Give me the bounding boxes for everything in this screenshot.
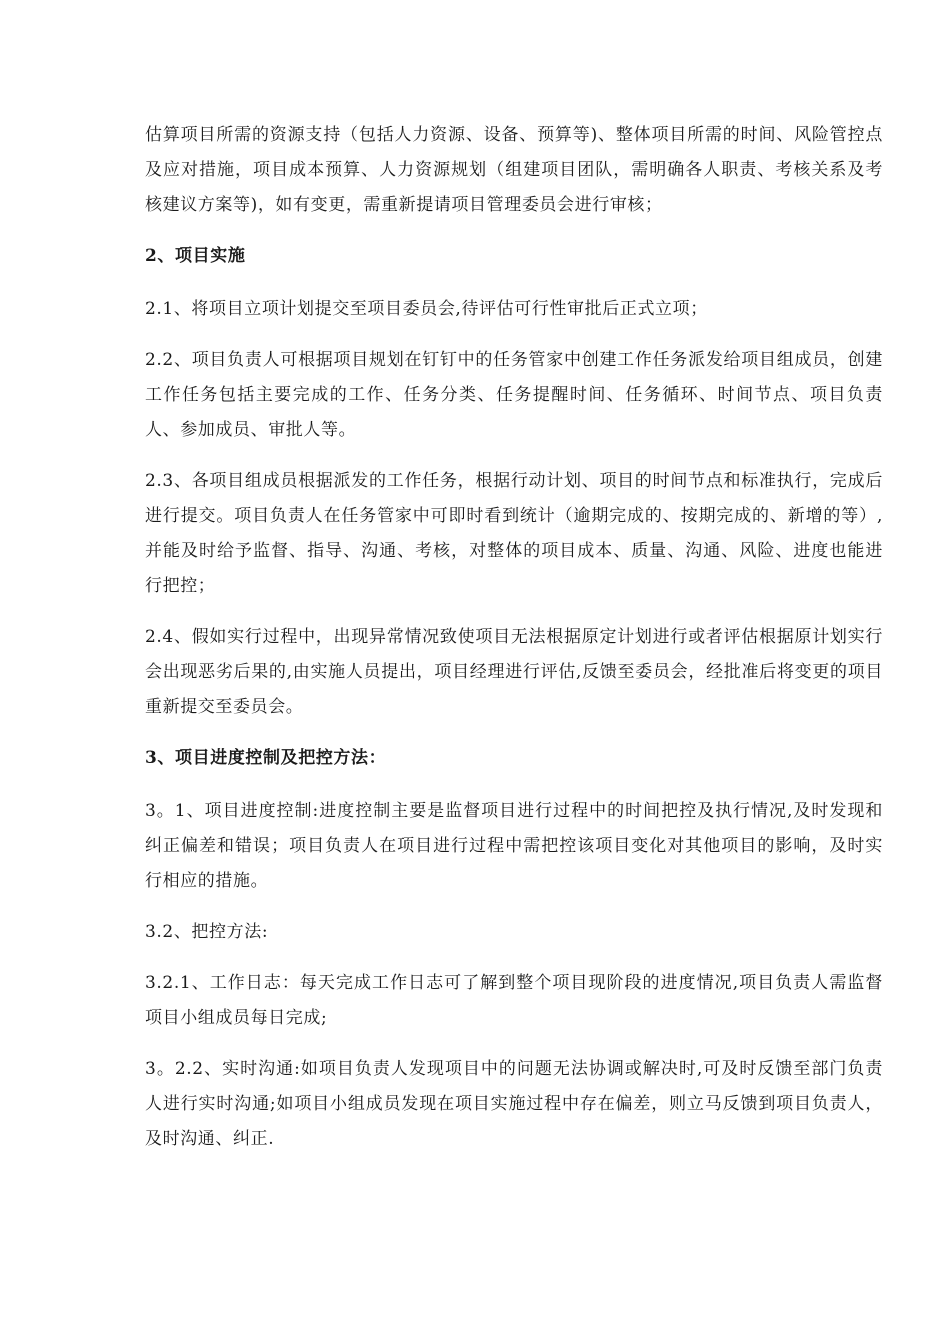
paragraph-2-1: 2.1、将项目立项计划提交至项目委员会,待评估可行性审批后正式立项； — [145, 299, 708, 319]
paragraph-2-2: 2.2、项目负责人可根据项目规划在钉钉中的任务管家中创建工作任务派发给项目组成员，创建工作任务包括主要完成的工作、任务分类、任务提醒时间、任务循环、时间节点、项目负责人、参加成员、审批人等。 — [145, 350, 883, 440]
paragraph-2-4: 2.4、假如实行过程中，出现异常情况致使项目无法根据原定计划进行或者评估根据原计划实行会出现恶劣后果的,由实施人员提出，项目经理进行评估,反馈至委员会，经批准后将变更的项目重新提交至委员会。 — [145, 627, 883, 717]
paragraph-3-2-1: 3.2.1、工作日志：每天完成工作日志可了解到整个项目现阶段的进度情况,项目负责人需监督项目小组成员每日完成; — [145, 973, 883, 1028]
paragraph-resource-estimate: 估算项目所需的资源支持（包括人力资源、设备、预算等)、整体项目所需的时间、风险管控点及应对措施，项目成本预算、人力资源规划（组建项目团队，需明确各人职责、考核关系及考核建议方案等)，如有变更，需重新提请项目管理委员会进行审核； — [145, 125, 883, 215]
document-body — [145, 118, 883, 1173]
section-heading-progress-control: 3、项目进度控制及把控方法： — [145, 748, 387, 768]
paragraph-3-2-2: 3。2.2、实时沟通:如项目负责人发现项目中的问题无法协调或解决时,可及时反馈至部门负责人进行实时沟通;如项目小组成员发现在项目实施过程中存在偏差，则立马反馈到项目负责人，及时沟通、纠正. — [145, 1059, 883, 1149]
paragraph-2-3: 2.3、各项目组成员根据派发的工作任务，根据行动计划、项目的时间节点和标准执行，完成后进行提交。项目负责人在任务管家中可即时看到统计（逾期完成的、按期完成的、新增的等）,并能及时给予监督、指导、沟通、考核，对整体的项目成本、质量、沟通、风险、进度也能进行把控； — [145, 471, 883, 596]
paragraph-3-2: 3.2、把控方法: — [145, 922, 269, 942]
section-heading-project-implementation: 2、项目实施 — [145, 246, 246, 266]
paragraph-3-1: 3。1、项目进度控制:进度控制主要是监督项目进行过程中的时间把控及执行情况,及时发现和纠正偏差和错误；项目负责人在项目进行过程中需把控该项目变化对其他项目的影响，及时实行相应的措施。 — [145, 801, 883, 891]
